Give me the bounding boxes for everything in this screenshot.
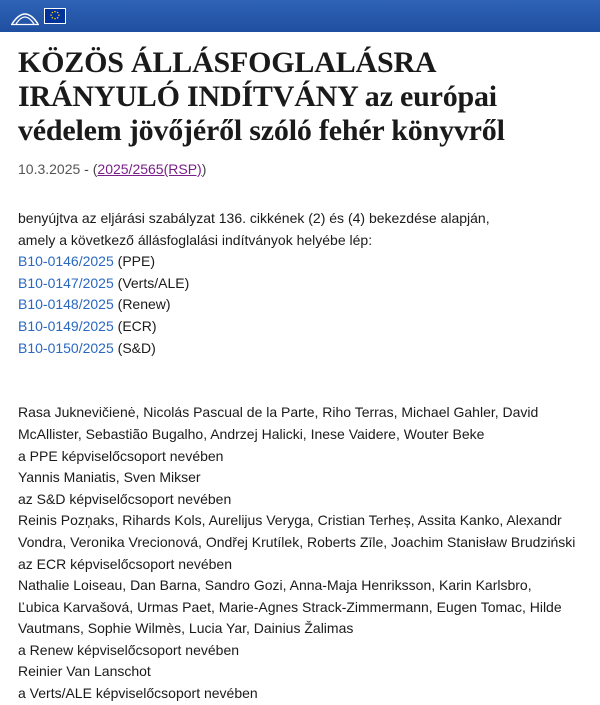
group-attribution: az S&D képviselőcsoport nevében: [18, 490, 232, 507]
signatory-line: Reinis Pozņaks, Rihards Kols, Aurelijus Veryga, Cristian Terheș, Assita Kanko, Alexandr: [18, 512, 562, 529]
signatory-line: Yannis Maniatis, Sven Mikser: [18, 469, 201, 486]
spacer: [18, 359, 588, 381]
parliament-building-icon: [10, 6, 40, 26]
procedure-link[interactable]: 2025/2565(RSP): [97, 161, 202, 177]
meta-separator: - (: [80, 161, 98, 177]
signatory-line: McAllister, Sebastião Bugalho, Andrzej Halicki, Inese Vaidere, Wouter Beke: [18, 425, 485, 442]
motion-link[interactable]: B10-0150/2025: [18, 339, 114, 356]
intro-line: benyújtva az eljárási szabályzat 136. cikkének (2) és (4) bekezdése alapján,: [18, 210, 490, 226]
page-title: [18, 46, 588, 148]
meta-close: ): [201, 161, 207, 177]
title-subject: az európai védelem jövőjéről szóló fehér könyvről: [18, 80, 505, 147]
site-header: [0, 0, 600, 32]
signatory-line: Vondra, Veronika Vrecionová, Ondřej Krutílek, Roberts Zīle, Joachim Stanisław Brudziński: [18, 533, 576, 550]
motion-group: (S&D): [113, 339, 156, 356]
document-date: 10.3.2025: [18, 161, 81, 177]
motion-group: (ECR): [113, 317, 157, 334]
motion-item: [18, 316, 588, 338]
motion-link[interactable]: B10-0146/2025: [18, 253, 114, 270]
group-attribution: a PPE képviselőcsoport nevében: [18, 447, 224, 464]
signatory-line: Rasa Juknevičienė, Nicolás Pascual de la Parte, Riho Terras, Michael Gahler, David: [18, 404, 539, 421]
signatory-line: Reinier Van Lanschot: [18, 663, 151, 680]
motion-group: (PPE): [113, 253, 155, 270]
motion-item: [18, 294, 588, 316]
signatory-line: Nathalie Loiseau, Dan Barna, Sandro Gozi, Anna-Maja Henriksson, Karin Karlsbro,: [18, 577, 532, 594]
european-parliament-logo[interactable]: [10, 6, 66, 26]
document-meta: [18, 160, 588, 178]
motion-link[interactable]: B10-0149/2025: [18, 317, 114, 334]
group-attribution: az ECR képviselőcsoport nevében: [18, 555, 233, 572]
motion-group: (Renew): [113, 296, 171, 313]
motion-link[interactable]: B10-0147/2025: [18, 274, 114, 291]
motion-group: (Verts/ALE): [113, 274, 190, 291]
document-body: [18, 208, 588, 705]
group-attribution: a Renew képviselőcsoport nevében: [18, 641, 240, 658]
intro-line: amely a következő állásfoglalási indítványok helyébe lép:: [18, 231, 373, 248]
title-type: KÖZÖS ÁLLÁSFOGLALÁSRA IRÁNYULÓ INDÍTVÁNY: [18, 46, 435, 113]
motion-link[interactable]: B10-0148/2025: [18, 296, 114, 313]
group-attribution: a Verts/ALE képviselőcsoport nevében: [18, 685, 258, 702]
signatory-line: Ľubica Karvašová, Urmas Paet, Marie-Agnes Strack-Zimmermann, Eugen Tomac, Hilde: [18, 598, 562, 615]
document-content: [18, 46, 588, 705]
motion-item: [18, 338, 588, 360]
eu-flag-icon: [44, 8, 66, 24]
signatory-line: Vautmans, Sophie Wilmès, Lucia Yar, Dainius Žalimas: [18, 620, 354, 637]
motion-item: [18, 273, 588, 295]
motion-item: [18, 251, 588, 273]
spacer: [18, 381, 588, 403]
